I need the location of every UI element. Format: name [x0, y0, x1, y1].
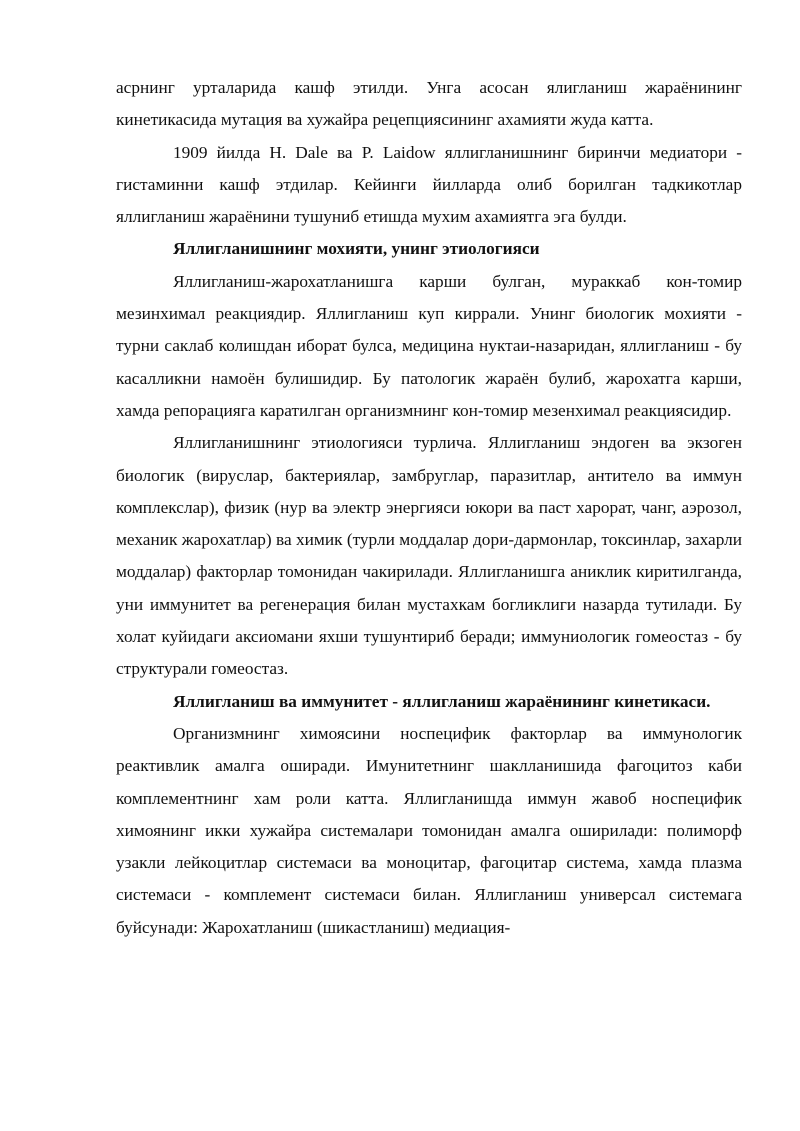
paragraph-inflammation-definition: Яллигланиш-жарохатланишга карши булган, мураккаб кон-томир мезинхимал реакциядир. Яллигланиш куп киррали. Унинг биологик мохияти - турни саклаб колишдан иборат булса, медицина нуктаи-назаридан, яллигланиш - бу касалликни намоён булишидир. Бу патологик жараён булиб, жарохатга карши, хамда репорацияга каратилган организмнинг кон-томир мезенхимал реакциясидир.	[116, 271, 742, 420]
document-page	[116, 72, 742, 944]
paragraph-histamine-discovery: 1909 йилда H. Dale ва P. Laidow яллигланишнинг биринчи медиатори - гистаминни кашф этдилар. Кейинги йилларда олиб борилган тадкикотлар яллигланиш жараёнини тушуниб етишда мухим ахамиятга эга булди.	[116, 142, 742, 227]
paragraph-etiology-factors: Яллигланишнинг этиологияси турлича. Яллигланиш эндоген ва экзоген биологик (вируслар, бактериялар, замбруглар, паразитлар, антитело ва иммун комплекслар), физик (нур ва электр энергияси юкори ва паст харорат, чанг, аэрозол, механик жарохатлар) ва химик (турли моддалар дори-дармонлар, токсинлар, захарли моддалар) факторлар томонидан чакирилади. Яллигланишга аниклик киритилганда, уни иммунитет ва регенерация билан мустахкам богликлиги назарда тутилади. Бу холат куйидаги аксиомани яхши тушунтириб беради; иммуниологик гомеостаз - бу структурали гомеостаз.	[116, 433, 742, 679]
paragraph-intro-continuation: асрнинг урталарида кашф этилди. Унга асосан ялигланиш жараёнининг кинетикасида мутация ва хужайра рецепциясининг ахамияти жуда катта.	[116, 78, 742, 130]
section-heading-etiology: Яллигланишнинг мохияти, унинг этиологияси	[173, 239, 540, 259]
paragraph-immune-defense: Организмнинг химоясини носпецифик факторлар ва иммунологик реактивлик амалга оширади. Имунитетнинг шаклланишида фагоцитоз каби комплементнинг хам роли катта. Яллигланишда иммун жавоб носпецифик химоянинг икки хужайра системалари томонидан амалга оширилади: полиморф узакли лейкоцитлар системаси ва моноцитар, фагоцитар система, хамда плазма системаси - комплемент системаси билан. Яллигланиш универсал системага буйсунади: Жарохатланиш (шикастланиш) медиация-	[116, 723, 742, 937]
section-heading-immunity-kinetics: Яллигланиш ва иммунитет - яллигланиш жараёнининг кинетикаси.	[173, 691, 711, 711]
